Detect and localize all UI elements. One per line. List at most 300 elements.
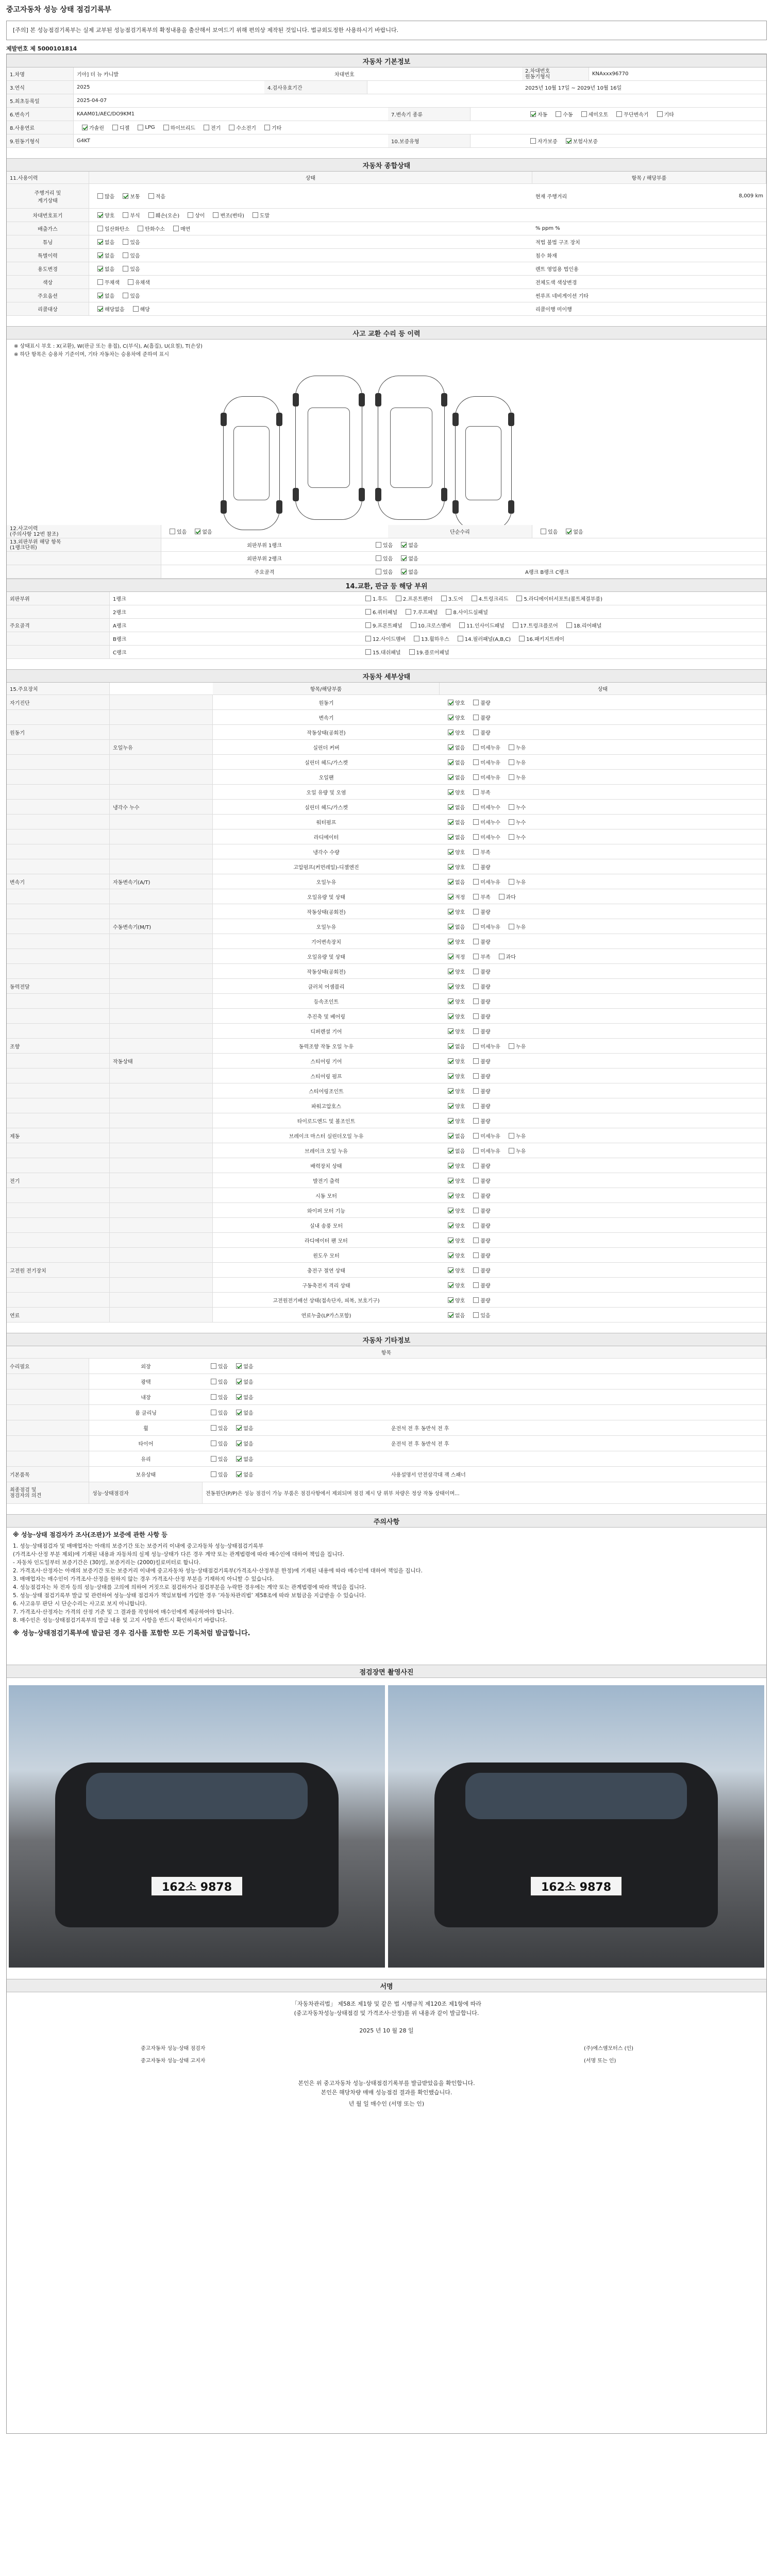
- checkbox[interactable]: [229, 125, 234, 130]
- detail-option[interactable]: [443, 1102, 465, 1110]
- checkbox[interactable]: [473, 849, 479, 855]
- detail-option[interactable]: [443, 997, 465, 1005]
- checkbox[interactable]: [473, 939, 479, 944]
- detail-option[interactable]: [443, 1311, 465, 1319]
- status-option[interactable]: [92, 225, 129, 232]
- detail-option[interactable]: [468, 818, 500, 826]
- detail-option[interactable]: [468, 1251, 490, 1259]
- detail-option[interactable]: [443, 833, 465, 841]
- status-option[interactable]: [117, 265, 140, 273]
- part-option[interactable]: [452, 635, 511, 642]
- checkbox[interactable]: [163, 125, 169, 130]
- checkbox[interactable]: [509, 819, 514, 825]
- checkbox[interactable]: [97, 252, 103, 258]
- checkbox[interactable]: [448, 998, 453, 1004]
- part-option[interactable]: [466, 595, 509, 602]
- detail-option[interactable]: [468, 878, 500, 886]
- checkbox[interactable]: [616, 111, 622, 117]
- status-option[interactable]: [132, 225, 165, 232]
- checkbox[interactable]: [473, 1163, 479, 1168]
- other-option[interactable]: [231, 1424, 253, 1432]
- part-option[interactable]: [360, 648, 401, 656]
- detail-option[interactable]: [443, 1281, 465, 1289]
- checkbox[interactable]: [211, 1363, 216, 1369]
- checkbox[interactable]: [406, 609, 411, 615]
- checkbox[interactable]: [473, 879, 479, 885]
- checkbox[interactable]: [499, 954, 505, 959]
- transmission-option[interactable]: [550, 110, 573, 118]
- other-option[interactable]: [206, 1409, 228, 1416]
- detail-option[interactable]: [494, 953, 516, 960]
- checkbox[interactable]: [448, 744, 453, 750]
- detail-option[interactable]: [468, 728, 490, 736]
- detail-option[interactable]: [443, 1236, 465, 1244]
- status-option[interactable]: [92, 278, 120, 286]
- checkbox[interactable]: [473, 1208, 479, 1213]
- checkbox[interactable]: [441, 596, 447, 601]
- checkbox[interactable]: [448, 1208, 453, 1213]
- checkbox[interactable]: [448, 1282, 453, 1288]
- checkbox[interactable]: [473, 1252, 479, 1258]
- checkbox[interactable]: [448, 849, 453, 855]
- checkbox[interactable]: [82, 125, 88, 130]
- detail-option[interactable]: [468, 1177, 490, 1184]
- checkbox[interactable]: [519, 636, 525, 641]
- checkbox[interactable]: [581, 111, 587, 117]
- checkbox[interactable]: [509, 879, 514, 885]
- detail-option[interactable]: [468, 1147, 500, 1155]
- checkbox[interactable]: [411, 622, 416, 628]
- transmission-option[interactable]: [652, 110, 674, 118]
- checkbox[interactable]: [112, 125, 118, 130]
- checkbox[interactable]: [473, 1028, 479, 1034]
- other-option[interactable]: [231, 1455, 253, 1463]
- checkbox[interactable]: [448, 1133, 453, 1139]
- checkbox[interactable]: [365, 636, 371, 641]
- other-option[interactable]: [206, 1393, 228, 1401]
- detail-option[interactable]: [503, 878, 526, 886]
- checkbox[interactable]: [376, 555, 381, 561]
- checkbox[interactable]: [448, 1058, 453, 1064]
- detail-option[interactable]: [443, 968, 465, 975]
- checkbox[interactable]: [236, 1363, 242, 1369]
- detail-option[interactable]: [468, 1102, 490, 1110]
- detail-option[interactable]: [443, 893, 465, 901]
- warranty-option[interactable]: [525, 137, 558, 145]
- detail-option[interactable]: [443, 728, 465, 736]
- checkbox[interactable]: [365, 596, 371, 601]
- detail-option[interactable]: [443, 743, 465, 751]
- checkbox[interactable]: [211, 1440, 216, 1446]
- other-option[interactable]: [206, 1424, 228, 1432]
- checkbox[interactable]: [509, 1043, 514, 1049]
- detail-option[interactable]: [468, 699, 490, 706]
- checkbox[interactable]: [509, 804, 514, 810]
- detail-option[interactable]: [443, 788, 465, 796]
- status-option[interactable]: [182, 211, 205, 219]
- outer-option[interactable]: [371, 568, 393, 575]
- detail-option[interactable]: [443, 1192, 465, 1199]
- detail-option[interactable]: [468, 1117, 490, 1125]
- status-option[interactable]: [92, 192, 114, 200]
- checkbox[interactable]: [473, 789, 479, 795]
- checkbox[interactable]: [211, 1379, 216, 1384]
- checkbox[interactable]: [123, 239, 128, 245]
- checkbox[interactable]: [509, 774, 514, 780]
- checkbox[interactable]: [236, 1456, 242, 1462]
- detail-option[interactable]: [443, 848, 465, 856]
- checkbox[interactable]: [473, 894, 479, 900]
- status-option[interactable]: [117, 251, 140, 259]
- checkbox[interactable]: [97, 226, 103, 231]
- fuel-option[interactable]: [132, 125, 155, 130]
- checkbox[interactable]: [448, 759, 453, 765]
- checkbox[interactable]: [448, 700, 453, 705]
- checkbox[interactable]: [448, 909, 453, 914]
- checkbox[interactable]: [148, 212, 154, 218]
- detail-option[interactable]: [468, 1132, 500, 1140]
- other-option[interactable]: [231, 1362, 253, 1370]
- checkbox[interactable]: [473, 1088, 479, 1094]
- detail-option[interactable]: [443, 1177, 465, 1184]
- checkbox[interactable]: [473, 969, 479, 974]
- detail-option[interactable]: [468, 1087, 490, 1095]
- detail-option[interactable]: [468, 1236, 490, 1244]
- checkbox[interactable]: [541, 529, 546, 534]
- checkbox[interactable]: [123, 293, 128, 298]
- checkbox[interactable]: [509, 924, 514, 929]
- other-option[interactable]: [206, 1439, 228, 1447]
- status-option[interactable]: [123, 278, 150, 286]
- checkbox[interactable]: [458, 636, 463, 641]
- transmission-option[interactable]: [576, 110, 609, 118]
- checkbox[interactable]: [473, 1058, 479, 1064]
- checkbox[interactable]: [133, 306, 139, 312]
- detail-option[interactable]: [468, 1192, 490, 1199]
- fuel-option[interactable]: [158, 124, 195, 131]
- checkbox[interactable]: [448, 864, 453, 870]
- checkbox[interactable]: [473, 864, 479, 870]
- outer-option[interactable]: [396, 541, 418, 549]
- checkbox[interactable]: [448, 789, 453, 795]
- checkbox[interactable]: [473, 1043, 479, 1049]
- other-option[interactable]: [231, 1439, 253, 1447]
- detail-option[interactable]: [503, 773, 526, 781]
- detail-option[interactable]: [443, 758, 465, 766]
- status-option[interactable]: [168, 225, 190, 232]
- checkbox[interactable]: [448, 1163, 453, 1168]
- transmission-option[interactable]: [525, 110, 547, 118]
- part-option[interactable]: [508, 621, 558, 629]
- part-option[interactable]: [511, 595, 602, 602]
- checkbox[interactable]: [448, 1028, 453, 1034]
- checkbox[interactable]: [473, 1193, 479, 1198]
- checkbox[interactable]: [97, 212, 103, 218]
- detail-option[interactable]: [468, 1222, 490, 1229]
- detail-option[interactable]: [443, 863, 465, 871]
- detail-option[interactable]: [468, 803, 500, 811]
- checkbox[interactable]: [414, 636, 419, 641]
- outer-option[interactable]: [396, 568, 418, 575]
- checkbox[interactable]: [448, 1043, 453, 1049]
- outer-option[interactable]: [396, 554, 418, 562]
- detail-option[interactable]: [443, 1162, 465, 1170]
- outer-option[interactable]: [371, 541, 393, 549]
- checkbox[interactable]: [446, 609, 451, 615]
- checkbox[interactable]: [448, 1267, 453, 1273]
- checkbox[interactable]: [473, 730, 479, 735]
- detail-option[interactable]: [468, 1281, 490, 1289]
- other-option[interactable]: [231, 1470, 253, 1478]
- detail-option[interactable]: [468, 1012, 490, 1020]
- checkbox[interactable]: [236, 1440, 242, 1446]
- detail-option[interactable]: [468, 773, 500, 781]
- checkbox[interactable]: [448, 1238, 453, 1243]
- detail-option[interactable]: [443, 923, 465, 930]
- detail-option[interactable]: [468, 758, 500, 766]
- checkbox[interactable]: [236, 1425, 242, 1431]
- checkbox[interactable]: [473, 819, 479, 825]
- checkbox[interactable]: [448, 954, 453, 959]
- detail-option[interactable]: [443, 1132, 465, 1140]
- checkbox[interactable]: [365, 649, 371, 655]
- checkbox[interactable]: [473, 1013, 479, 1019]
- part-option[interactable]: [441, 608, 488, 616]
- part-option[interactable]: [360, 608, 397, 616]
- checkbox[interactable]: [473, 1073, 479, 1079]
- status-option[interactable]: [92, 265, 114, 273]
- checkbox[interactable]: [376, 542, 381, 548]
- detail-option[interactable]: [468, 938, 490, 945]
- checkbox[interactable]: [473, 924, 479, 929]
- status-option[interactable]: [128, 305, 150, 313]
- warranty-option[interactable]: [561, 137, 598, 145]
- status-option[interactable]: [92, 211, 114, 219]
- accident-option[interactable]: [190, 528, 212, 535]
- detail-option[interactable]: [443, 1072, 465, 1080]
- detail-option[interactable]: [468, 1042, 500, 1050]
- detail-option[interactable]: [503, 818, 526, 826]
- checkbox[interactable]: [473, 1312, 479, 1318]
- checkbox[interactable]: [195, 529, 200, 534]
- detail-option[interactable]: [468, 1311, 490, 1319]
- checkbox[interactable]: [138, 226, 143, 231]
- detail-option[interactable]: [443, 803, 465, 811]
- checkbox[interactable]: [473, 774, 479, 780]
- checkbox[interactable]: [409, 649, 415, 655]
- detail-option[interactable]: [468, 997, 490, 1005]
- detail-option[interactable]: [443, 1057, 465, 1065]
- fuel-option[interactable]: [198, 124, 221, 131]
- checkbox[interactable]: [473, 909, 479, 914]
- checkbox[interactable]: [264, 125, 270, 130]
- detail-option[interactable]: [468, 893, 490, 901]
- checkbox[interactable]: [473, 984, 479, 989]
- checkbox[interactable]: [448, 1297, 453, 1303]
- detail-option[interactable]: [443, 699, 465, 706]
- checkbox[interactable]: [173, 226, 179, 231]
- other-option[interactable]: [231, 1409, 253, 1416]
- checkbox[interactable]: [236, 1471, 242, 1477]
- detail-option[interactable]: [468, 863, 490, 871]
- checkbox[interactable]: [509, 1148, 514, 1154]
- checkbox[interactable]: [97, 279, 103, 285]
- detail-option[interactable]: [468, 1296, 490, 1304]
- detail-option[interactable]: [468, 1162, 490, 1170]
- detail-option[interactable]: [443, 982, 465, 990]
- checkbox[interactable]: [448, 1178, 453, 1183]
- part-option[interactable]: [391, 595, 433, 602]
- checkbox[interactable]: [448, 1223, 453, 1228]
- detail-option[interactable]: [443, 1012, 465, 1020]
- checkbox[interactable]: [513, 622, 518, 628]
- detail-option[interactable]: [468, 1027, 490, 1035]
- part-option[interactable]: [406, 621, 451, 629]
- repair-option[interactable]: [561, 528, 583, 535]
- detail-option[interactable]: [503, 833, 526, 841]
- other-option[interactable]: [206, 1362, 228, 1370]
- checkbox[interactable]: [236, 1410, 242, 1415]
- other-option[interactable]: [206, 1470, 228, 1478]
- detail-option[interactable]: [443, 908, 465, 916]
- detail-option[interactable]: [468, 1057, 490, 1065]
- detail-option[interactable]: [468, 788, 490, 796]
- checkbox[interactable]: [211, 1425, 216, 1431]
- checkbox[interactable]: [473, 1178, 479, 1183]
- checkbox[interactable]: [97, 306, 103, 312]
- detail-option[interactable]: [443, 1117, 465, 1125]
- part-option[interactable]: [561, 621, 602, 629]
- checkbox[interactable]: [448, 1148, 453, 1154]
- detail-option[interactable]: [503, 1132, 526, 1140]
- status-option[interactable]: [117, 292, 140, 299]
- part-option[interactable]: [360, 595, 388, 602]
- checkbox[interactable]: [128, 279, 133, 285]
- part-option[interactable]: [360, 635, 406, 642]
- checkbox[interactable]: [170, 529, 175, 534]
- status-option[interactable]: [92, 238, 114, 246]
- checkbox[interactable]: [211, 1471, 216, 1477]
- checkbox[interactable]: [448, 834, 453, 840]
- checkbox[interactable]: [448, 715, 453, 720]
- checkbox[interactable]: [448, 819, 453, 825]
- checkbox[interactable]: [376, 569, 381, 574]
- status-option[interactable]: [92, 251, 114, 259]
- status-option[interactable]: [117, 211, 140, 219]
- part-option[interactable]: [409, 635, 449, 642]
- checkbox[interactable]: [473, 700, 479, 705]
- checkbox[interactable]: [509, 1133, 514, 1139]
- checkbox[interactable]: [188, 212, 193, 218]
- checkbox[interactable]: [473, 1282, 479, 1288]
- fuel-option[interactable]: [224, 124, 256, 131]
- checkbox[interactable]: [448, 774, 453, 780]
- checkbox[interactable]: [473, 834, 479, 840]
- detail-option[interactable]: [468, 848, 490, 856]
- detail-option[interactable]: [468, 908, 490, 916]
- checkbox[interactable]: [448, 939, 453, 944]
- checkbox[interactable]: [530, 138, 536, 144]
- checkbox[interactable]: [473, 744, 479, 750]
- status-option[interactable]: [117, 238, 140, 246]
- detail-option[interactable]: [468, 1207, 490, 1214]
- checkbox[interactable]: [448, 1073, 453, 1079]
- detail-option[interactable]: [443, 1296, 465, 1304]
- fuel-option[interactable]: [259, 124, 281, 131]
- status-option[interactable]: [92, 305, 125, 313]
- detail-option[interactable]: [443, 1147, 465, 1155]
- accident-option[interactable]: [164, 528, 187, 535]
- status-option[interactable]: [143, 211, 179, 219]
- checkbox[interactable]: [448, 1088, 453, 1094]
- checkbox[interactable]: [509, 759, 514, 765]
- checkbox[interactable]: [448, 984, 453, 989]
- checkbox[interactable]: [566, 138, 572, 144]
- checkbox[interactable]: [657, 111, 663, 117]
- checkbox[interactable]: [97, 293, 103, 298]
- other-option[interactable]: [231, 1393, 253, 1401]
- checkbox[interactable]: [211, 1410, 216, 1415]
- detail-option[interactable]: [468, 968, 490, 975]
- detail-option[interactable]: [468, 923, 500, 930]
- checkbox[interactable]: [473, 998, 479, 1004]
- detail-option[interactable]: [503, 1042, 526, 1050]
- detail-option[interactable]: [443, 1042, 465, 1050]
- other-option[interactable]: [231, 1378, 253, 1385]
- part-option[interactable]: [436, 595, 463, 602]
- checkbox[interactable]: [123, 193, 128, 199]
- checkbox[interactable]: [253, 212, 258, 218]
- detail-option[interactable]: [443, 1207, 465, 1214]
- detail-option[interactable]: [468, 953, 490, 960]
- checkbox[interactable]: [473, 1103, 479, 1109]
- checkbox[interactable]: [473, 715, 479, 720]
- status-option[interactable]: [92, 292, 114, 299]
- detail-option[interactable]: [494, 893, 516, 901]
- part-option[interactable]: [360, 621, 402, 629]
- status-option[interactable]: [208, 211, 244, 219]
- detail-option[interactable]: [443, 1266, 465, 1274]
- checkbox[interactable]: [123, 212, 128, 218]
- checkbox[interactable]: [473, 954, 479, 959]
- checkbox[interactable]: [97, 193, 103, 199]
- checkbox[interactable]: [448, 1103, 453, 1109]
- checkbox[interactable]: [97, 239, 103, 245]
- checkbox[interactable]: [211, 1456, 216, 1462]
- checkbox[interactable]: [401, 555, 407, 561]
- checkbox[interactable]: [530, 111, 536, 117]
- checkbox[interactable]: [473, 804, 479, 810]
- detail-option[interactable]: [468, 743, 500, 751]
- checkbox[interactable]: [509, 834, 514, 840]
- detail-option[interactable]: [443, 773, 465, 781]
- checkbox[interactable]: [448, 924, 453, 929]
- checkbox[interactable]: [448, 894, 453, 900]
- checkbox[interactable]: [448, 1193, 453, 1198]
- checkbox[interactable]: [473, 1238, 479, 1243]
- checkbox[interactable]: [401, 542, 407, 548]
- detail-option[interactable]: [443, 1087, 465, 1095]
- outer-option[interactable]: [371, 554, 393, 562]
- fuel-option[interactable]: [107, 124, 129, 131]
- checkbox[interactable]: [448, 1312, 453, 1318]
- detail-option[interactable]: [443, 714, 465, 721]
- detail-option[interactable]: [468, 1266, 490, 1274]
- detail-option[interactable]: [443, 818, 465, 826]
- other-option[interactable]: [206, 1455, 228, 1463]
- checkbox[interactable]: [516, 596, 522, 601]
- checkbox[interactable]: [148, 193, 154, 199]
